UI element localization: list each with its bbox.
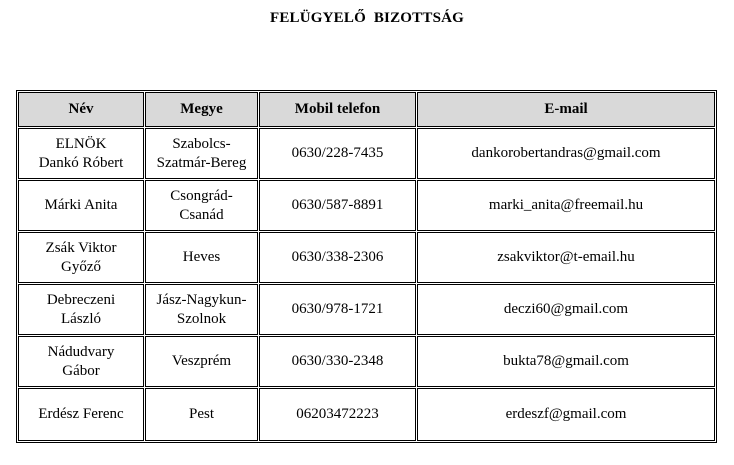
- member-phone: 0630/338-2306: [259, 232, 416, 283]
- county-line: Csongrád-: [170, 187, 233, 204]
- member-phone: 0630/228-7435: [259, 128, 416, 179]
- county-line: Szabolcs-: [172, 135, 231, 152]
- member-name-cell: [18, 180, 144, 231]
- member-email: erdeszf@gmail.com: [417, 388, 715, 441]
- table-row: [18, 388, 715, 441]
- member-county-cell: [145, 388, 258, 441]
- county-line: Pest: [188, 406, 214, 422]
- member-name: László: [61, 310, 101, 327]
- members-table: [16, 90, 717, 443]
- member-name: Zsák Viktor: [45, 239, 117, 256]
- table-header-row: [18, 92, 715, 127]
- member-email: deczi60@gmail.com: [417, 284, 715, 335]
- member-county-cell: [145, 128, 258, 179]
- table-row: [18, 128, 715, 179]
- member-email: bukta78@gmail.com: [417, 336, 715, 387]
- member-name-cell: [18, 284, 144, 335]
- member-name: Dankó Róbert: [38, 154, 124, 171]
- member-name: Gábor: [62, 362, 100, 379]
- county-line: Jász-Nagykun-: [156, 291, 247, 308]
- member-email: zsakviktor@t-email.hu: [417, 232, 715, 283]
- county-line: Heves: [182, 249, 221, 265]
- column-header-phone: Mobil telefon: [259, 92, 416, 127]
- table-row: [18, 284, 715, 335]
- member-name-cell: [18, 336, 144, 387]
- table-row: [18, 336, 715, 387]
- county-line: Veszprém: [171, 353, 232, 369]
- member-phone: 0630/978-1721: [259, 284, 416, 335]
- table-row: [18, 180, 715, 231]
- member-county-cell: [145, 232, 258, 283]
- member-name: Erdész Ferenc: [38, 406, 124, 422]
- member-name-cell: [18, 232, 144, 283]
- column-header-name: Név: [18, 92, 144, 127]
- member-name-cell: [18, 128, 144, 179]
- member-phone: 06203472223: [259, 388, 416, 441]
- county-line: Csanád: [179, 206, 224, 223]
- member-name: Nádudvary: [47, 343, 115, 360]
- column-header-county: Megye: [145, 92, 258, 127]
- member-name: Márki Anita: [44, 197, 118, 213]
- member-county-cell: [145, 336, 258, 387]
- column-header-email: E-mail: [417, 92, 715, 127]
- member-county-cell: [145, 284, 258, 335]
- member-role: ELNÖK: [55, 135, 107, 152]
- member-county-cell: [145, 180, 258, 231]
- member-name: Győző: [61, 258, 101, 275]
- member-name: Debreczeni: [46, 291, 116, 308]
- page-title: FELÜGYELŐ BIZOTTSÁG: [269, 10, 465, 26]
- member-phone: 0630/330-2348: [259, 336, 416, 387]
- member-name-cell: [18, 388, 144, 441]
- county-line: Szatmár-Bereg: [156, 154, 247, 171]
- table-row: [18, 232, 715, 283]
- member-email: marki_anita@freemail.hu: [417, 180, 715, 231]
- member-phone: 0630/587-8891: [259, 180, 416, 231]
- county-line: Szolnok: [176, 310, 227, 327]
- member-email: dankorobertandras@gmail.com: [417, 128, 715, 179]
